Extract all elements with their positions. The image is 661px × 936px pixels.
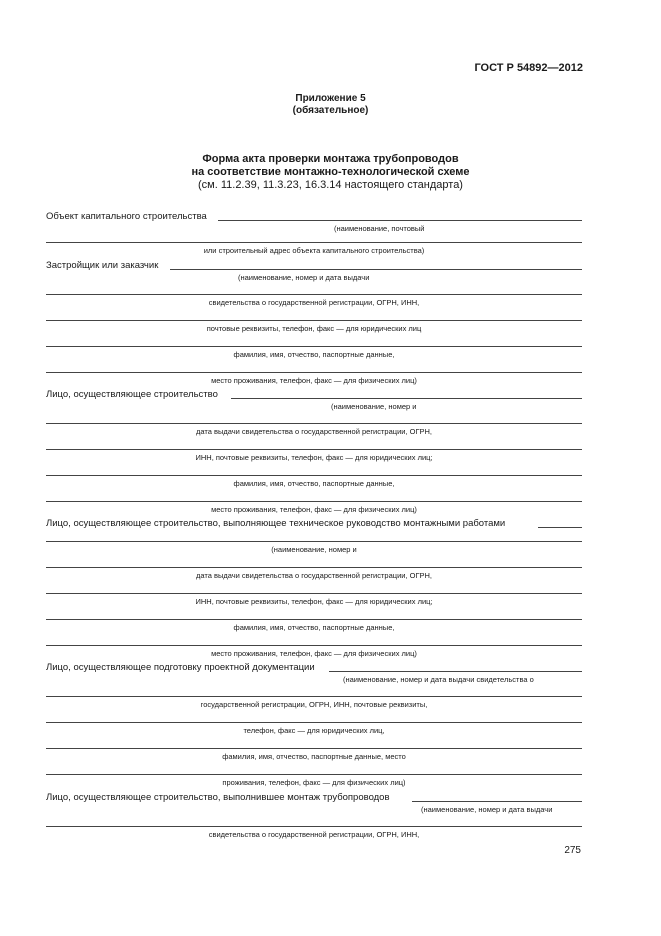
caption-developer-3: почтовые реквизиты, телефон, факс — для юридических лиц <box>206 324 422 333</box>
appendix-heading <box>0 93 661 117</box>
builder-input-line[interactable] <box>231 398 582 399</box>
caption-installer-2: свидетельства о государственной регистрации, ОГРН, ИНН, <box>208 830 420 839</box>
caption-builder-5: место проживания, телефон, факс — для физических лиц) <box>211 505 417 514</box>
caption-installer-1: (наименование, номер и дата выдачи <box>421 805 553 814</box>
form-title <box>0 153 661 192</box>
standard-header: ГОСТ Р 54892—2012 <box>474 62 583 74</box>
page-number: 275 <box>564 845 581 856</box>
developer-input-line-2[interactable] <box>46 294 582 295</box>
builder-input-line-5[interactable] <box>46 501 582 502</box>
form-title-line3: (см. 11.2.39, 11.3.23, 16.3.14 настоящего стандарта) <box>198 179 463 191</box>
tech-supervisor-input-line-2[interactable] <box>46 541 582 542</box>
appendix-title: Приложение 5 <box>295 93 366 104</box>
field-label-builder: Лицо, осуществляющее строительство <box>46 389 218 400</box>
caption-developer-5: место проживания, телефон, факс — для физических лиц) <box>211 376 417 385</box>
installer-input-line-2[interactable] <box>46 826 582 827</box>
caption-developer-4: фамилия, имя, отчество, паспортные данные, <box>233 350 395 359</box>
caption-object-2: или строительный адрес объекта капитального строительства) <box>203 246 425 255</box>
form-title-line2: на соответствие монтажно-технологической схеме <box>191 166 470 178</box>
tech-supervisor-input-line-6[interactable] <box>46 645 582 646</box>
tech-supervisor-input-line-4[interactable] <box>46 593 582 594</box>
form-title-line1: Форма акта проверки монтажа трубопроводов <box>202 153 459 165</box>
caption-design-5: проживания, телефон, факс — для физических лиц) <box>222 778 406 787</box>
tech-supervisor-input-line[interactable] <box>538 527 582 528</box>
caption-tech-5: место проживания, телефон, факс — для физических лиц) <box>211 649 417 658</box>
developer-input-line-5[interactable] <box>46 372 582 373</box>
object-input-line-2[interactable] <box>46 242 582 243</box>
caption-tech-2: дата выдачи свидетельства о государственной регистрации, ОГРН, <box>195 571 433 580</box>
object-input-line[interactable] <box>218 220 582 221</box>
caption-design-2: государственной регистрации, ОГРН, ИНН, почтовые реквизиты, <box>200 700 428 709</box>
caption-design-1: (наименование, номер и дата выдачи свидетельства о <box>343 675 534 684</box>
builder-input-line-4[interactable] <box>46 475 582 476</box>
caption-tech-3: ИНН, почтовые реквизиты, телефон, факс — для юридических лиц; <box>195 597 433 606</box>
field-label-design: Лицо, осуществляющее подготовку проектной документации <box>46 662 315 673</box>
caption-developer-1: (наименование, номер и дата выдачи <box>238 273 370 282</box>
design-input-line[interactable] <box>329 671 582 672</box>
tech-supervisor-input-line-3[interactable] <box>46 567 582 568</box>
design-input-line-5[interactable] <box>46 774 582 775</box>
design-input-line-3[interactable] <box>46 722 582 723</box>
field-label-tech-supervisor: Лицо, осуществляющее строительство, выполняющее техническое руководство монтажными работами <box>46 518 506 529</box>
developer-input-line[interactable] <box>170 269 582 270</box>
caption-builder-3: ИНН, почтовые реквизиты, телефон, факс — для юридических лиц; <box>195 453 433 462</box>
caption-design-4: фамилия, имя, отчество, паспортные данные, место <box>222 752 406 761</box>
caption-tech-1: (наименование, номер и <box>271 545 357 554</box>
field-label-object: Объект капитального строительства <box>46 211 207 222</box>
installer-input-line[interactable] <box>412 801 582 802</box>
appendix-type: (обязательное) <box>292 105 369 116</box>
builder-input-line-2[interactable] <box>46 423 582 424</box>
caption-builder-1: (наименование, номер и <box>331 402 417 411</box>
caption-builder-2: дата выдачи свидетельства о государственной регистрации, ОГРН, <box>195 427 433 436</box>
field-label-installer: Лицо, осуществляющее строительство, выполнившее монтаж трубопроводов <box>46 792 390 803</box>
caption-developer-2: свидетельства о государственной регистрации, ОГРН, ИНН, <box>208 298 420 307</box>
design-input-line-4[interactable] <box>46 748 582 749</box>
developer-input-line-3[interactable] <box>46 320 582 321</box>
developer-input-line-4[interactable] <box>46 346 582 347</box>
tech-supervisor-input-line-5[interactable] <box>46 619 582 620</box>
caption-design-3: телефон, факс — для юридических лиц, <box>243 726 385 735</box>
field-label-developer: Застройщик или заказчик <box>46 260 159 271</box>
design-input-line-2[interactable] <box>46 696 582 697</box>
caption-builder-4: фамилия, имя, отчество, паспортные данные, <box>233 479 395 488</box>
caption-object-1: (наименование, почтовый <box>334 224 425 233</box>
builder-input-line-3[interactable] <box>46 449 582 450</box>
caption-tech-4: фамилия, имя, отчество, паспортные данные, <box>233 623 395 632</box>
